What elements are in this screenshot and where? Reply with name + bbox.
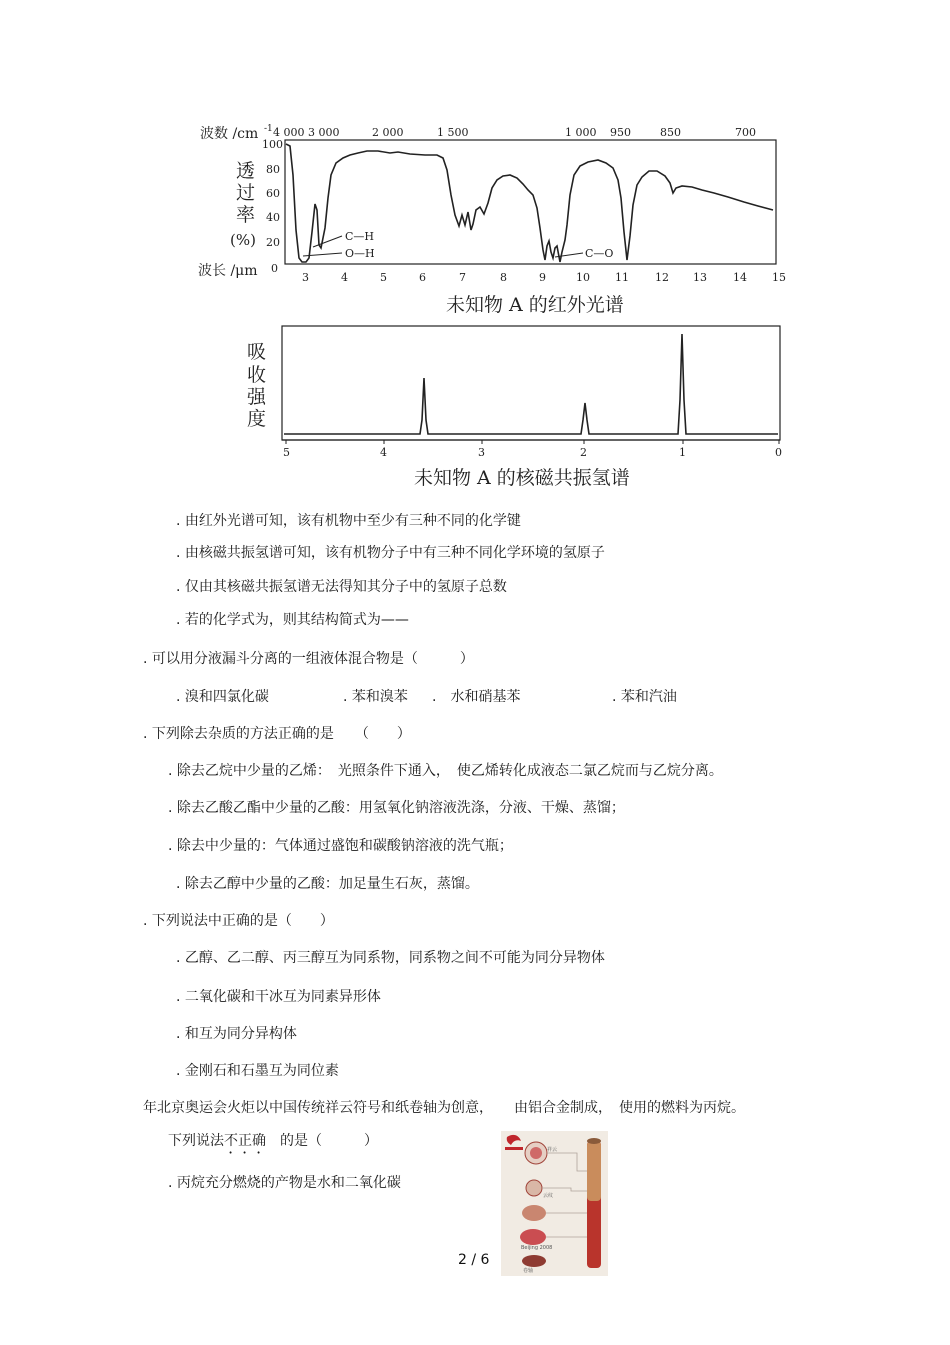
q3-option-c: . 和互为同分异构体 <box>176 1026 297 1042</box>
ir-wn-tick: 950 <box>610 126 631 139</box>
ir-y-label: 过 <box>236 182 256 204</box>
q0-option-a: . 由红外光谱可知，该有机物中至少有三种不同的化学键 <box>176 513 521 529</box>
ir-x-tick: 4 <box>341 271 348 284</box>
q3-option-b: . 二氧化碳和干冰互为同素异形体 <box>176 989 381 1005</box>
ir-wn-tick: 850 <box>660 126 681 139</box>
torch-caption-xiangyun: 祥云 <box>547 1147 558 1153</box>
q3-stem: . 下列说法中正确的是（ ） <box>143 913 334 929</box>
ir-x-tick: 5 <box>380 271 387 284</box>
ir-x-tick: 14 <box>733 271 747 284</box>
page-number: 2 / 6 <box>458 1252 490 1268</box>
q3-option-a: . 乙醇、乙二醇、丙三醇互为同系物，同系物之间不可能为同分异物体 <box>176 950 605 966</box>
ir-y-tick: 80 <box>266 163 280 176</box>
ir-wn-tick: 2 000 <box>372 126 404 139</box>
nmr-x-tick: 4 <box>380 446 387 459</box>
nmr-x-tick: 1 <box>679 446 686 459</box>
nmr-caption: 未知物 A 的核磁共振氢谱 <box>414 467 630 489</box>
ir-x-tick: 3 <box>302 271 309 284</box>
ir-y-label: 率 <box>236 204 256 226</box>
ir-wn-tick: 3 000 <box>308 126 340 139</box>
nmr-y-label: 收 <box>247 364 267 386</box>
nmr-x-tick: 0 <box>775 446 782 459</box>
q2-option-c: . 除去中少量的：气体通过盛饱和碳酸钠溶液的洗气瓶； <box>168 838 513 854</box>
q4-emphasis-not-correct: 不正确 <box>224 1133 266 1149</box>
ir-y-tick: 20 <box>266 236 280 249</box>
q1-option-c: . 水和硝基苯 <box>432 689 521 705</box>
nmr-x-tick: 2 <box>580 446 587 459</box>
ir-x-tick: 13 <box>693 271 707 284</box>
ir-y-tick: 40 <box>266 211 280 224</box>
q2-option-b: . 除去乙酸乙酯中少量的乙酸：用氢氧化钠溶液洗涤，分液、干燥、蒸馏； <box>168 800 625 816</box>
ir-y-tick: 0 <box>271 262 278 275</box>
ir-x-tick: 15 <box>772 271 786 284</box>
ir-wavelength-label: 波长 /μm <box>198 263 258 279</box>
nmr-x-tick: 5 <box>283 446 290 459</box>
ir-x-tick: 12 <box>655 271 669 284</box>
nmr-plot-frame <box>282 326 780 440</box>
q2-option-d: . 除去乙醇中少量的乙酸：加足量生石灰，蒸馏。 <box>176 876 479 892</box>
ir-x-tick: 10 <box>576 271 590 284</box>
ir-y-label: (%) <box>230 231 256 249</box>
ir-x-tick: 8 <box>500 271 507 284</box>
ir-plot-frame <box>285 140 776 264</box>
nmr-y-label: 强 <box>247 386 267 408</box>
q1-option-d: . 苯和汽油 <box>612 689 677 705</box>
ir-y-tick: 60 <box>266 187 280 200</box>
ir-x-tick: 6 <box>419 271 426 284</box>
q2-option-a: . 除去乙烷中少量的乙烯： 光照条件下通入， 使乙烯转化成液态二氯乙烷而与乙烷分离。 <box>168 763 723 779</box>
ch-pointer <box>313 236 342 247</box>
ir-y-tick: 100 <box>262 138 283 151</box>
q4-sub-stem-part: 下列说法 <box>168 1133 224 1149</box>
q3-option-d: . 金刚石和石墨互为同位素 <box>176 1063 339 1079</box>
nmr-x-tick: 3 <box>478 446 485 459</box>
oh-label: O—H <box>345 247 375 260</box>
nmr-baseline-with-peaks <box>284 334 778 434</box>
ch-label: C—H <box>345 230 375 243</box>
ir-caption: 未知物 A 的红外光谱 <box>446 294 624 316</box>
ir-x-tick: 9 <box>539 271 546 284</box>
q4-sub-stem <box>168 1130 378 1157</box>
q1-option-a: . 溴和四氯化碳 <box>176 689 269 705</box>
ir-spectrum <box>190 118 790 320</box>
torch-illustration <box>501 1131 608 1276</box>
ir-x-tick: 7 <box>459 271 466 284</box>
torch-caption-yunwen: 云纹 <box>543 1193 554 1199</box>
ir-x-tick: 11 <box>615 271 629 284</box>
q4-stem: 年北京奥运会火炬以中国传统祥云符号和纸卷轴为创意， 由铝合金制成， 使用的燃料为丙烷。 <box>143 1100 745 1116</box>
q4-option-a: . 丙烷充分燃烧的产物是水和二氧化碳 <box>168 1175 401 1191</box>
ir-wn-tick: 700 <box>735 126 756 139</box>
q1-option-b: . 苯和溴苯 <box>343 689 408 705</box>
nmr-spectrum <box>240 322 790 492</box>
ir-wn-tick: 4 000 <box>273 126 305 139</box>
nmr-y-label: 吸 <box>247 341 267 363</box>
co-label: C—O <box>585 247 614 260</box>
ir-y-label: 透 <box>236 160 256 182</box>
q1-stem: . 可以用分液漏斗分离的一组液体混合物是（ ） <box>143 651 474 667</box>
torch-caption-juanzhou: 卷轴 <box>523 1268 534 1274</box>
ir-wavenumber-sup: -1 <box>264 124 273 134</box>
nmr-y-label: 度 <box>247 408 267 430</box>
olympic-torch-image <box>501 1131 608 1276</box>
torch-caption-beijing: Beijing 2008 <box>521 1245 553 1251</box>
ir-wn-tick: 1 000 <box>565 126 597 139</box>
q0-option-d: . 若的化学式为，则其结构简式为—— <box>176 612 409 628</box>
q0-option-c: . 仅由其核磁共振氢谱无法得知其分子中的氢原子总数 <box>176 579 507 595</box>
ir-spectrum-curve <box>286 144 773 262</box>
ir-wavenumber-label: 波数 /cm <box>200 126 259 142</box>
q2-stem: . 下列除去杂质的方法正确的是 （ ） <box>143 726 411 742</box>
q0-option-b: . 由核磁共振氢谱可知，该有机物分子中有三种不同化学环境的氢原子 <box>176 545 605 561</box>
q4-sub-stem-part: 的是（ ） <box>266 1133 378 1149</box>
ir-wn-tick: 1 500 <box>437 126 469 139</box>
